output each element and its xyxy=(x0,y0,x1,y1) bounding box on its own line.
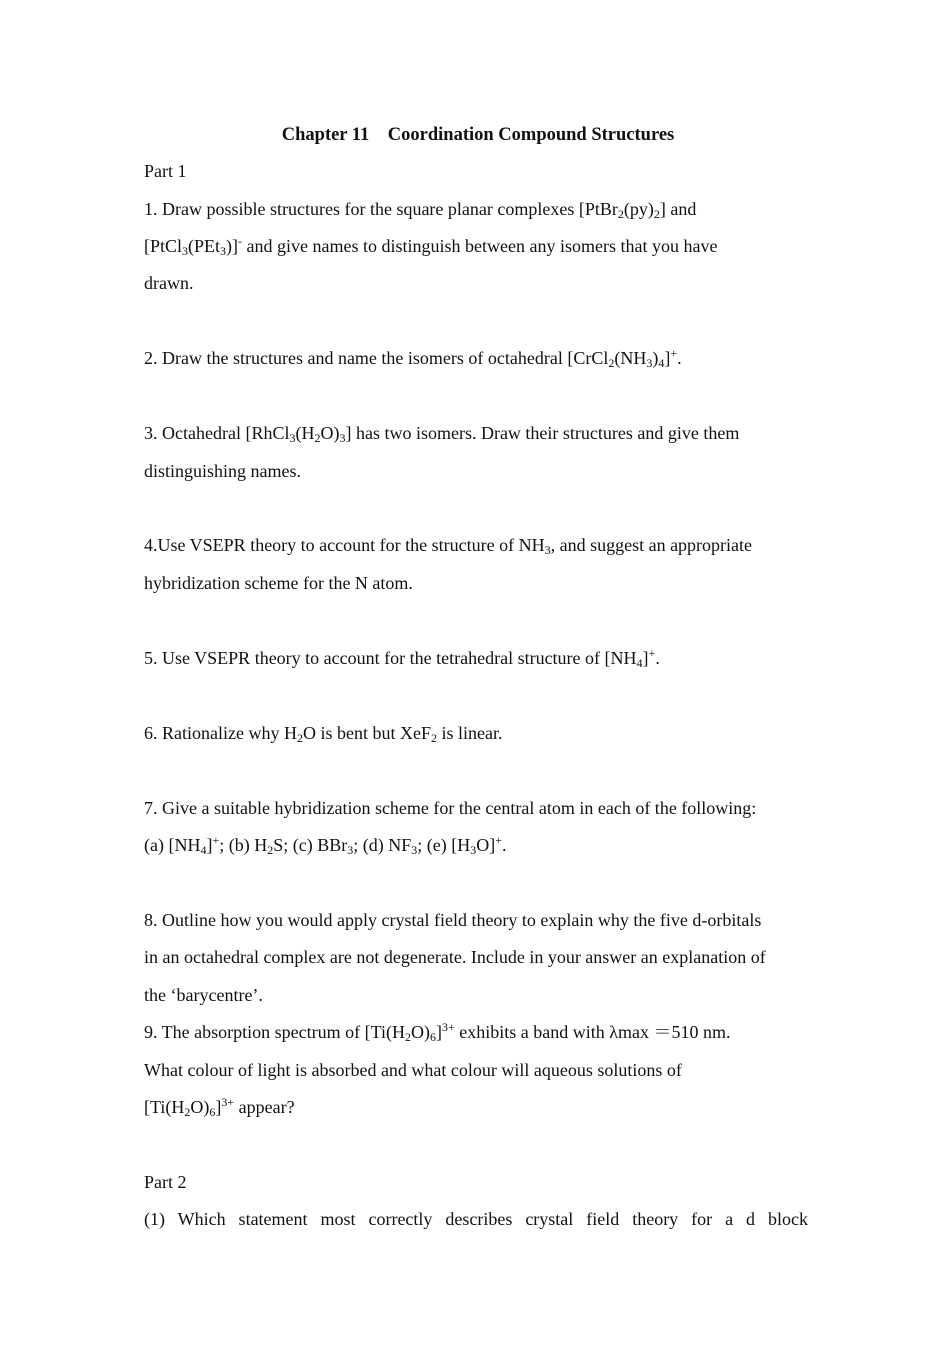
part1-heading: Part 1 xyxy=(144,161,187,181)
chapter-title: Chapter 11 Coordination Compound Structures xyxy=(281,125,675,145)
question-8-line-2: in an octahedral complex are not degenerate. Include in your answer an explanation of xyxy=(144,947,766,967)
question-5: 5. Use VSEPR theory to account for the tetrahedral structure of $[NH_4]^+$. xyxy=(144,646,660,670)
question-6: 6. Rationalize why $H_2O$ is bent but XeF$_2$ is linear. xyxy=(144,723,503,745)
question-7-line-2: (a) $[NH_4]^+$; (b) $H_2S$; (c) BBr$_3$; (d) $NF_3$; (e) $[H_3O]^+$. xyxy=(144,833,507,857)
question-1-line-2: [PtCl$_3$(PEt$_3$)]- and give names to distinguish between any isomers that you have xyxy=(144,234,718,258)
question-2: 2. Draw the structures and name the isomers of octahedral $[CrCl_2(NH_3)_4]^+$. xyxy=(144,346,682,370)
question-8-line-1: 8. Outline how you would apply crystal field theory to explain why the five d-orbitals xyxy=(144,910,762,930)
question-3-line-2: distinguishing names. xyxy=(144,461,301,481)
part2-question-1-line-1: (1) Which statement most correctly describes crystal field theory for a d block xyxy=(144,1209,808,1229)
part2-heading: Part 2 xyxy=(144,1172,187,1192)
question-8-line-3: the ‘barycentre’. xyxy=(144,985,263,1005)
question-9-line-1: 9. The absorption spectrum of $[Ti(H_2O)_6]^{3+}$ exhibits a band with λmax ＝510 nm. xyxy=(144,1020,731,1044)
question-1-line-3: drawn. xyxy=(144,273,194,293)
question-9-line-3: $[Ti(H_2O)_6]^{3+}$ appear? xyxy=(144,1095,295,1119)
question-4-line-1: 4.Use VSEPR theory to account for the structure of $NH_3$, and suggest an appropriate xyxy=(144,535,753,557)
question-7-line-1: 7. Give a suitable hybridization scheme for the central atom in each of the following: xyxy=(144,798,757,818)
question-3-line-1: 3. Octahedral $[RhCl_3(H_2O)_3]$ has two isomers. Draw their structures and give them xyxy=(144,423,740,445)
question-9-line-2: What colour of light is absorbed and what colour will aqueous solutions of xyxy=(144,1060,682,1080)
question-1-line-1: 1. Draw possible structures for the square planar complexes $[PtBr_2(py)_2]$ and xyxy=(144,199,697,221)
question-4-line-2: hybridization scheme for the N atom. xyxy=(144,573,413,593)
